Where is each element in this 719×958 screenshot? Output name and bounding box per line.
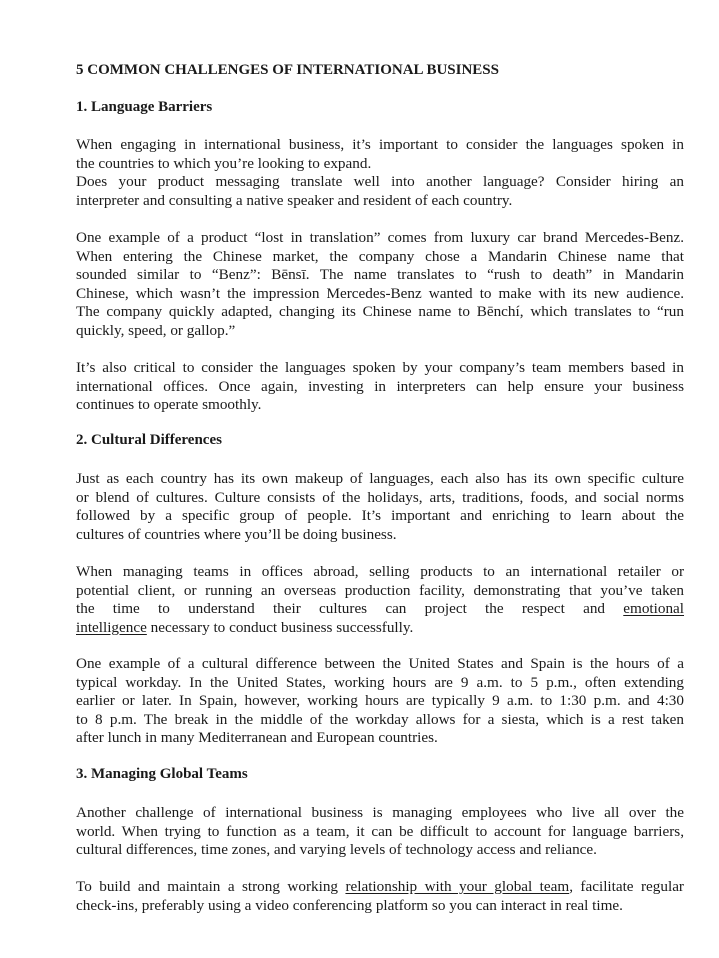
- paragraph-line: Chinese, which wasn’t the impression Mercedes-Benz wanted to make with its new audience.: [76, 284, 684, 302]
- paragraph-line: earlier or later. In Spain, however, working hours are typically 9 a.m. to 1:30 p.m. and 4:30: [76, 692, 684, 710]
- paragraph-line: One example of a product “lost in translation” comes from luxury car brand Mercedes-Benz.: [76, 229, 684, 246]
- paragraph-team-languages: [76, 359, 684, 415]
- paragraph-line: continues to operate smoothly.: [76, 396, 262, 414]
- paragraph-line: world. When trying to function as a team, it can be difficult to account for language barriers,: [76, 822, 684, 840]
- paragraph-line: international offices. Once again, investing in interpreters can help ensure your business: [76, 377, 684, 395]
- paragraph-line: check-ins, preferably using a video conferencing platform so you can interact in real time.: [76, 896, 623, 914]
- line-text: To build and maintain a strong working: [76, 878, 346, 895]
- paragraph-culture-intro: [76, 470, 684, 544]
- paragraph-line: cultures of countries where you’ll be doing business.: [76, 525, 397, 543]
- paragraph-line: [76, 619, 684, 638]
- section-heading-managing-global-teams: 3. Managing Global Teams: [76, 766, 248, 782]
- document-title: 5 COMMON CHALLENGES OF INTERNATIONAL BUSINESS: [76, 62, 499, 78]
- section-heading-language-barriers: 1. Language Barriers: [76, 99, 213, 115]
- line-text: the time to understand their cultures can project the respect and: [76, 600, 606, 618]
- global-team-relationship-link[interactable]: relationship with your global team: [345, 878, 570, 895]
- paragraph-line: When managing teams in offices abroad, selling products to an international retailer or: [76, 563, 684, 580]
- paragraph-line: The company quickly adapted, changing its Chinese name to Bēnchí, which translates to “run: [76, 303, 684, 321]
- paragraph-check-ins: [76, 878, 684, 915]
- paragraph-line: potential client, or running an overseas production facility, demonstrating that you’ve taken: [76, 581, 684, 599]
- paragraph-line: Does your product messaging translate well into another language? Consider hiring an: [76, 173, 684, 191]
- paragraph-line: interpreter and consulting a native speaker and resident of each country.: [76, 191, 513, 209]
- paragraph-line: followed by a specific group of people. It’s important and enriching to learn about the: [76, 507, 684, 525]
- line-text: necessary to conduct business successfully.: [146, 618, 414, 636]
- paragraph-line: [76, 878, 684, 897]
- paragraph-line: Another challenge of international business is managing employees who live all over the: [76, 804, 684, 821]
- line-text: , facilitate regular: [569, 878, 684, 895]
- paragraph-mercedes-example: [76, 229, 684, 341]
- paragraph-line: the countries to which you’re looking to expand.: [76, 154, 372, 172]
- paragraph-line: [76, 600, 684, 619]
- emotional-intelligence-link-continued[interactable]: intelligence: [76, 618, 147, 636]
- paragraph-line: It’s also critical to consider the languages spoken by your company’s team members based in: [76, 359, 684, 376]
- paragraph-line: When engaging in international business, it’s important to consider the languages spoken in: [76, 136, 684, 153]
- paragraph-line: typical workday. In the United States, working hours are 9 a.m. to 5 p.m., often extending: [76, 673, 684, 691]
- paragraph-workday-example: [76, 655, 684, 748]
- paragraph-line: or blend of cultures. Culture consists of the holidays, arts, traditions, foods, and social norms: [76, 488, 684, 506]
- paragraph-managing-abroad: [76, 563, 684, 637]
- paragraph-line: quickly, speed, or gallop.”: [76, 321, 236, 339]
- paragraph-line: cultural differences, time zones, and varying levels of technology access and reliance.: [76, 841, 597, 859]
- paragraph-line: When entering the Chinese market, the company chose a Mandarin Chinese name that: [76, 247, 684, 265]
- section-heading-cultural-differences: 2. Cultural Differences: [76, 432, 222, 448]
- paragraph-line: to 8 p.m. The break in the middle of the workday allows for a siesta, which is a rest taken: [76, 710, 684, 728]
- paragraph-line: One example of a cultural difference between the United States and Spain is the hours of a: [76, 655, 684, 672]
- paragraph-language-intro: [76, 136, 684, 210]
- emotional-intelligence-link[interactable]: emotional: [623, 600, 685, 618]
- paragraph-global-teams-intro: [76, 804, 684, 860]
- paragraph-line: Just as each country has its own makeup of languages, each also has its own specific culture: [76, 470, 684, 487]
- paragraph-line: after lunch in many Mediterranean and European countries.: [76, 729, 438, 747]
- paragraph-line: sounded similar to “Benz”: Bēnsī. The name translates to “rush to death” in Mandarin: [76, 266, 684, 284]
